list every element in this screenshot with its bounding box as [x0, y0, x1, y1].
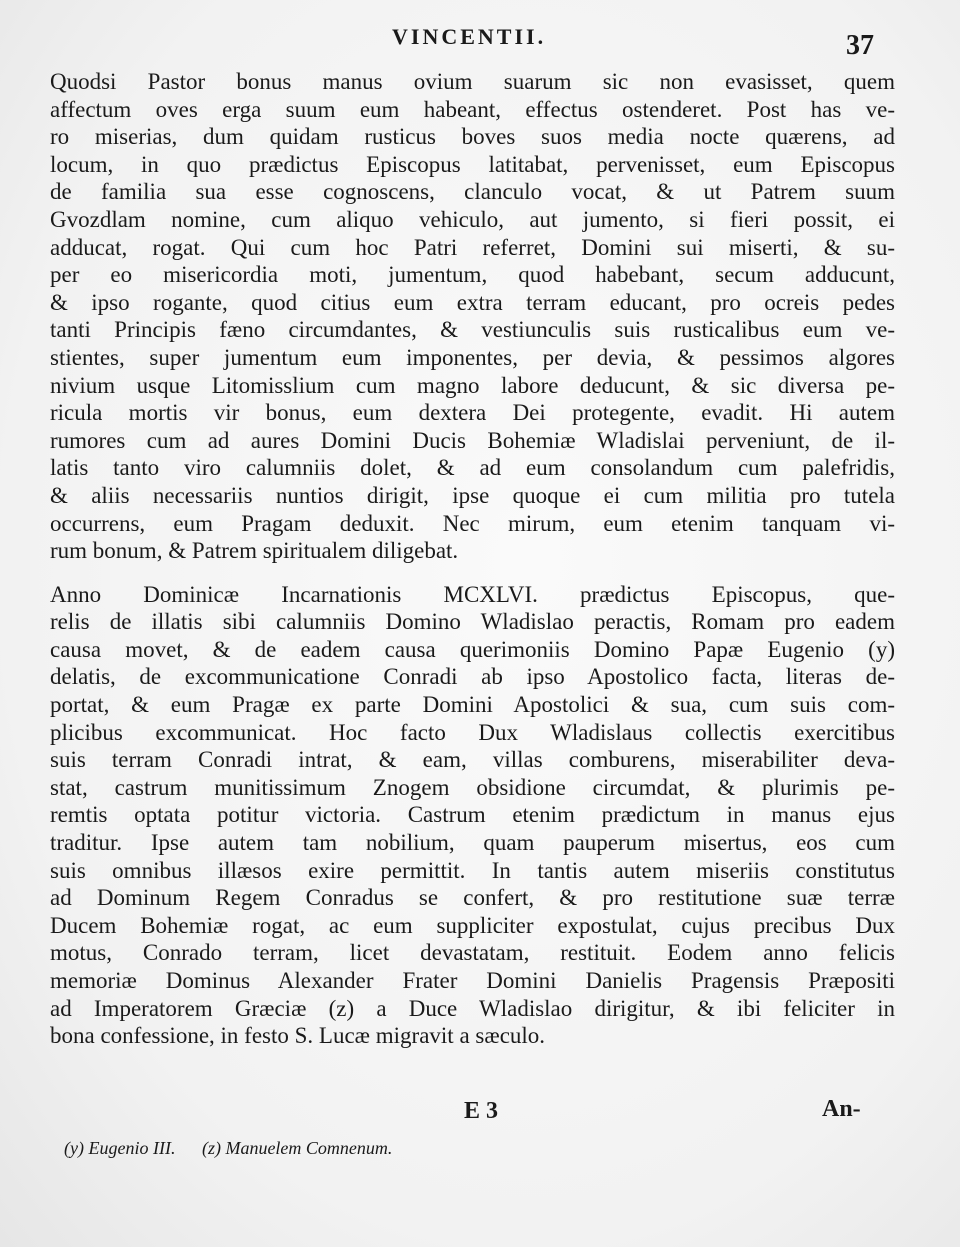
running-head: VINCENTII.	[392, 24, 547, 49]
text-line: ricula mortis vir bonus, eum dextera Dei protegente, evadit. Hi autem	[50, 400, 895, 426]
footnote-z: (z) Manuelem Comnenum.	[201, 1138, 393, 1158]
text-line: & ipso rogante, quod citius eum extra terram educant, pro ocreis pedes	[50, 289, 895, 315]
text-line: bona confessione, in festo S. Lucæ migravit a sæculo.	[50, 1023, 546, 1049]
text-line: latis tanto viro calumniis dolet, & ad eum consolandum cum palefridis,	[50, 455, 895, 481]
text-line: adducat, rogat. Qui cum hoc Patri referret, Domini sui miserti, & su-	[50, 234, 895, 260]
text-line: rum bonum, & Patrem spiritualem diligebat.	[50, 538, 459, 564]
text-line: per eo misericordia moti, jumentum, quod habebant, secum adducunt,	[50, 262, 895, 288]
text-line: stientes, super jumentum eum imponentes, per devia, & pessimos algores	[50, 344, 895, 370]
text-line: affectum oves erga suum eum habeant, effectus ostenderet. Post has ve-	[50, 96, 895, 122]
body-text	[50, 68, 895, 1050]
page-number: 37	[846, 30, 874, 61]
text-line: occurrens, eum Pragam deduxit. Nec mirum, eum etenim tanquam vi-	[50, 510, 895, 536]
text-line: traditur. Ipse autem tam nobilium, quam pauperum misertus, eos cum	[50, 830, 895, 856]
text-line: & aliis necessariis nuntios dirigit, ipse quoque ei cum militia pro tutela	[50, 482, 895, 508]
text-line: motus, Conrado terram, licet devastatam, restituit. Eodem anno felicis	[50, 940, 895, 966]
text-line: Anno Dominicæ Incarnationis MCXLVI. prædictus Episcopus, que-	[50, 581, 895, 607]
text-line: suis omnibus illæsos exire permittit. In tantis autem miseriis constitutus	[50, 857, 895, 883]
text-line: nivium usque Litomisslium cum magno labore deducunt, & sic diversa pe-	[50, 372, 895, 398]
text-line: causa movet, & de eadem causa querimoniis Domino Papæ Eugenio (y)	[50, 636, 895, 662]
footnotes	[64, 1138, 414, 1159]
paragraph-2	[50, 581, 895, 1050]
text-line: Ducem Bohemiæ rogat, ac eum suppliciter expostulat, cujus precibus Dux	[50, 912, 895, 938]
text-line: delatis, de excommunicatione Conradi ab ipso Apostolico facta, literas de-	[50, 664, 895, 690]
catchword: An-	[822, 1096, 861, 1122]
text-line: rumores cum ad aures Domini Ducis Bohemiæ Wladislai perveniunt, de il-	[50, 427, 895, 453]
text-line: tanti Principis fæno circumdantes, & vestiunculis suis rusticalibus eum ve-	[50, 317, 895, 343]
text-line: locum, in quo prædictus Episcopus latitabat, pervenisset, eum Episcopus	[50, 151, 895, 177]
paragraph-1	[50, 68, 895, 565]
text-line: Gvozdlam nomine, cum aliquo vehiculo, aut jumento, si fieri possit, ei	[50, 206, 895, 232]
text-line: relis de illatis sibi calumniis Domino Wladislao peractis, Romam pro eadem	[50, 609, 895, 635]
text-line: memoriæ Dominus Alexander Frater Domini Danielis Pragensis Præpositi	[50, 968, 895, 993]
text-line: Quodsi Pastor bonus manus ovium suarum sic non evasisset, quem	[50, 69, 895, 94]
text-line: suis terram Conradi intrat, & eam, villas comburens, miserabiliter deva-	[50, 747, 895, 773]
text-line: de familia sua esse cognoscens, clanculo vocat, & ut Patrem suum	[50, 179, 895, 205]
text-line: remtis optata potitur victoria. Castrum etenim prædictum in manus ejus	[50, 802, 895, 828]
text-line: ad Imperatorem Græciæ (z) a Duce Wladislao dirigitur, & ibi feliciter in	[50, 995, 895, 1021]
text-line: stat, castrum munitissimum Znogem obsidione circumdat, & plurimis pe-	[50, 774, 895, 800]
text-line: plicibus excommunicat. Hoc facto Dux Wladislaus collectis exercitibus	[50, 719, 895, 745]
text-line: ro miserias, dum quidam rusticus boves suos media nocte quærens, ad	[50, 124, 895, 150]
footnote-y: (y) Eugenio III.	[64, 1138, 176, 1158]
text-line: ad Dominum Regem Conradus se confert, & pro restitutione suæ terræ	[50, 885, 895, 911]
signature-mark: E 3	[464, 1098, 499, 1124]
text-line: portat, & eum Pragæ ex parte Domini Apostolici & sua, cum suis com-	[50, 692, 895, 718]
